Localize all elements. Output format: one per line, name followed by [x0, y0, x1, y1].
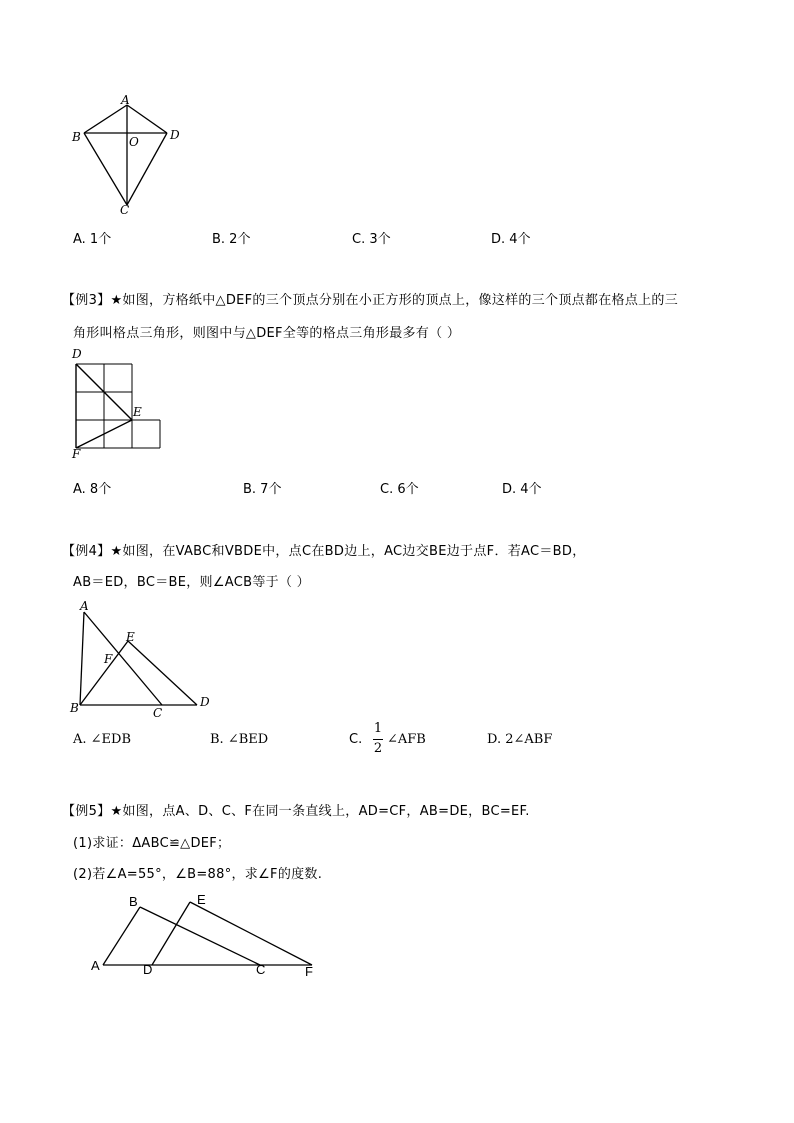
option-b[interactable]: B. ∠BED — [210, 732, 269, 747]
example-5-part1: (1)求证：ΔABC≌△DEF； — [73, 836, 231, 851]
option-c-angle: ∠AFB — [387, 732, 426, 747]
option-c[interactable]: C. 3个 — [352, 232, 391, 247]
segment-ad — [127, 105, 167, 133]
label-point-d: D — [143, 962, 153, 977]
example-3-text-line1: 【例3】★如图，方格纸中△DEF的三个顶点分别在小正方形的顶点上，像这样的三个顶点都在格点上的三 — [62, 293, 679, 308]
label-point-a: A — [80, 599, 89, 613]
option-d[interactable]: D. 4个 — [491, 232, 531, 247]
label-point-f: F — [104, 652, 113, 666]
example-5-text-line1: 【例5】★如图，点A、D、C、F在同一条直线上，AD=CF，AB=DE，BC=EF. — [62, 804, 530, 819]
label-point-d: D — [200, 695, 210, 709]
label-point-b: B — [72, 130, 81, 144]
label-point-f: F — [72, 447, 81, 461]
option-c[interactable] — [349, 722, 459, 762]
segment-be — [80, 641, 128, 705]
segment-de — [152, 902, 190, 965]
fraction-denominator: 2 — [373, 741, 383, 756]
option-b[interactable]: B. 2个 — [212, 232, 251, 247]
segment-ed — [128, 641, 197, 705]
option-b[interactable]: B. 7个 — [243, 482, 282, 497]
label-point-o: O — [129, 135, 139, 149]
label-point-b: B — [70, 701, 79, 715]
fraction-bar — [373, 739, 383, 740]
example-4-text-line1: 【例4】★如图，在VABC和VBDE中，点C在BD边上，AC边交BE边于点F．若AC＝BD， — [62, 544, 586, 559]
triangles-figure — [70, 598, 220, 718]
label-point-a: A — [121, 93, 130, 107]
option-c[interactable]: C. 6个 — [380, 482, 419, 497]
example-4-text-line2: AB＝ED，BC＝BE，则∠ACB等于（ ） — [73, 575, 310, 590]
grid-figure — [70, 358, 170, 458]
example-3-text-line2: 角形叫格点三角形，则图中与△DEF全等的格点三角形最多有（ ） — [73, 326, 461, 341]
label-point-f: F — [305, 964, 313, 979]
fraction-numerator: 1 — [373, 721, 383, 736]
segment-ab — [80, 612, 84, 705]
option-d[interactable]: D. 2∠ABF — [487, 732, 553, 747]
segment-ab — [103, 907, 140, 965]
segment-ab — [84, 105, 127, 133]
label-point-b: B — [129, 894, 138, 909]
segment-ac — [84, 612, 162, 705]
segment-bc — [84, 133, 127, 205]
label-point-d: D — [72, 347, 82, 361]
label-point-e: E — [126, 630, 135, 644]
label-point-c: C — [120, 203, 130, 217]
option-a[interactable]: A. 8个 — [73, 482, 112, 497]
option-d[interactable]: D. 4个 — [502, 482, 542, 497]
label-point-a: A — [91, 958, 100, 973]
kite-figure — [60, 90, 190, 220]
label-point-c: C — [256, 962, 266, 977]
option-a[interactable]: A. 1个 — [73, 232, 112, 247]
congruent-triangles-figure — [80, 885, 340, 985]
segment-ef — [190, 902, 312, 965]
label-point-e: E — [197, 892, 206, 907]
label-point-d: D — [170, 128, 180, 142]
example-5-part2: (2)若∠A=55°，∠B=88°，求∠F的度数. — [73, 867, 323, 882]
label-point-e: E — [133, 405, 142, 419]
label-point-c: C — [153, 706, 163, 720]
option-a[interactable]: A. ∠EDB — [73, 732, 132, 747]
option-c-prefix: C. — [349, 732, 363, 747]
